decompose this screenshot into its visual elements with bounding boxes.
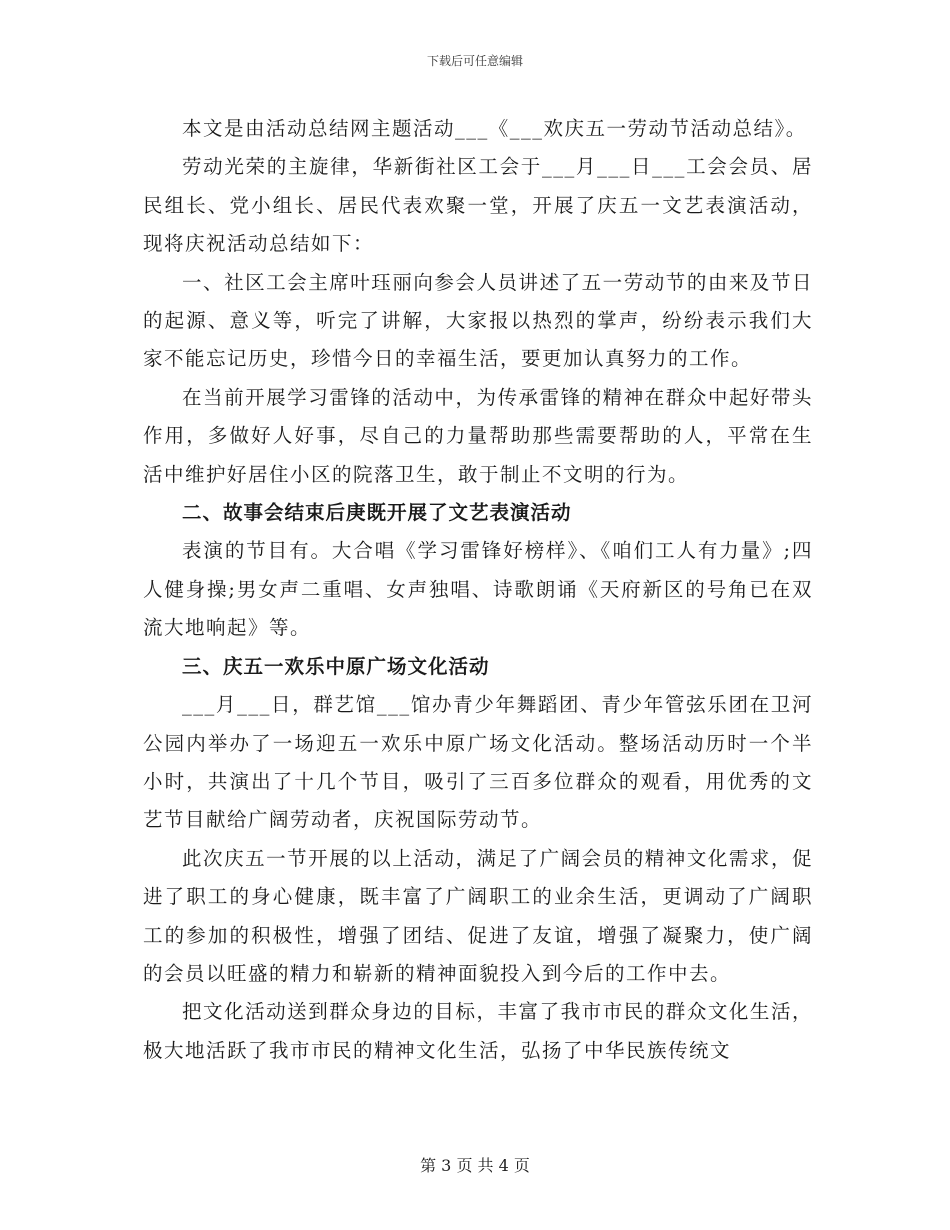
leifeng-paragraph: 在当前开展学习雷锋的活动中，为传承雷锋的精神在群众中起好带头作用，多做好人好事，尽自己的力量帮助那些需要帮助的人，平常在生活中维护好居住小区的院落卫生，敢于制止不文明的行为。 [143, 385, 813, 486]
performance-paragraph: 表演的节目有。大合唱《学习雷锋好榜样》、《咱们工人有力量》;四人健身操;男女声二重唱、女声独唱、诗歌朗诵《天府新区的号角已在双流大地响起》等。 [143, 539, 813, 640]
page-number-footer: 第 3 页 共 4 页 [420, 1156, 530, 1175]
page-header: 下载后可任意编辑 [426, 54, 523, 68]
opening-paragraph: 劳动光荣的主旋律，华新街社区工会于___月___日___工会会员、居民组长、党小组长、居民代表欢聚一堂，开展了庆五一文艺表演活动，现将庆祝活动总结如下： [143, 155, 813, 256]
document-body [143, 110, 813, 1070]
section-three-heading: 三、庆五一欢乐中原广场文化活动 [182, 654, 490, 678]
closing-paragraph: 把文化活动送到群众身边的目标，丰富了我市市民的群众文化生活，极大地活跃了我市市民的精神文化生活，弘扬了中华民族传统文 [143, 1000, 813, 1062]
summary-paragraph: 此次庆五一节开展的以上活动，满足了广阔会员的精神文化需求，促进了职工的身心健康，既丰富了广阔职工的业余生活，更调动了广阔职工的参加的积极性，增强了团结、促进了友谊，增强了凝聚力，使广阔的会员以旺盛的精力和崭新的精神面貌投入到今后的工作中去。 [143, 846, 813, 985]
plaza-activity-paragraph: ___月___日，群艺馆___馆办青少年舞蹈团、青少年管弦乐团在卫河公园内举办了一场迎五一欢乐中原广场文化活动。整场活动历时一个半小时，共演出了十几个节目，吸引了三百多位群众的观看，用优秀的文艺节目献给广阔劳动者，庆祝国际劳动节。 [143, 693, 813, 832]
section-one-paragraph: 一、社区工会主席叶珏丽向参会人员讲述了五一劳动节的由来及节日的起源、意义等，听完了讲解，大家报以热烈的掌声，纷纷表示我们大家不能忘记历史，珍惜今日的幸福生活，要更加认真努力的工作。 [143, 270, 813, 371]
section-two-heading: 二、故事会结束后庚既开展了文艺表演活动 [182, 501, 572, 525]
intro-paragraph: 本文是由活动总结网主题活动___《___欢庆五一劳动节活动总结》。 [182, 117, 807, 140]
